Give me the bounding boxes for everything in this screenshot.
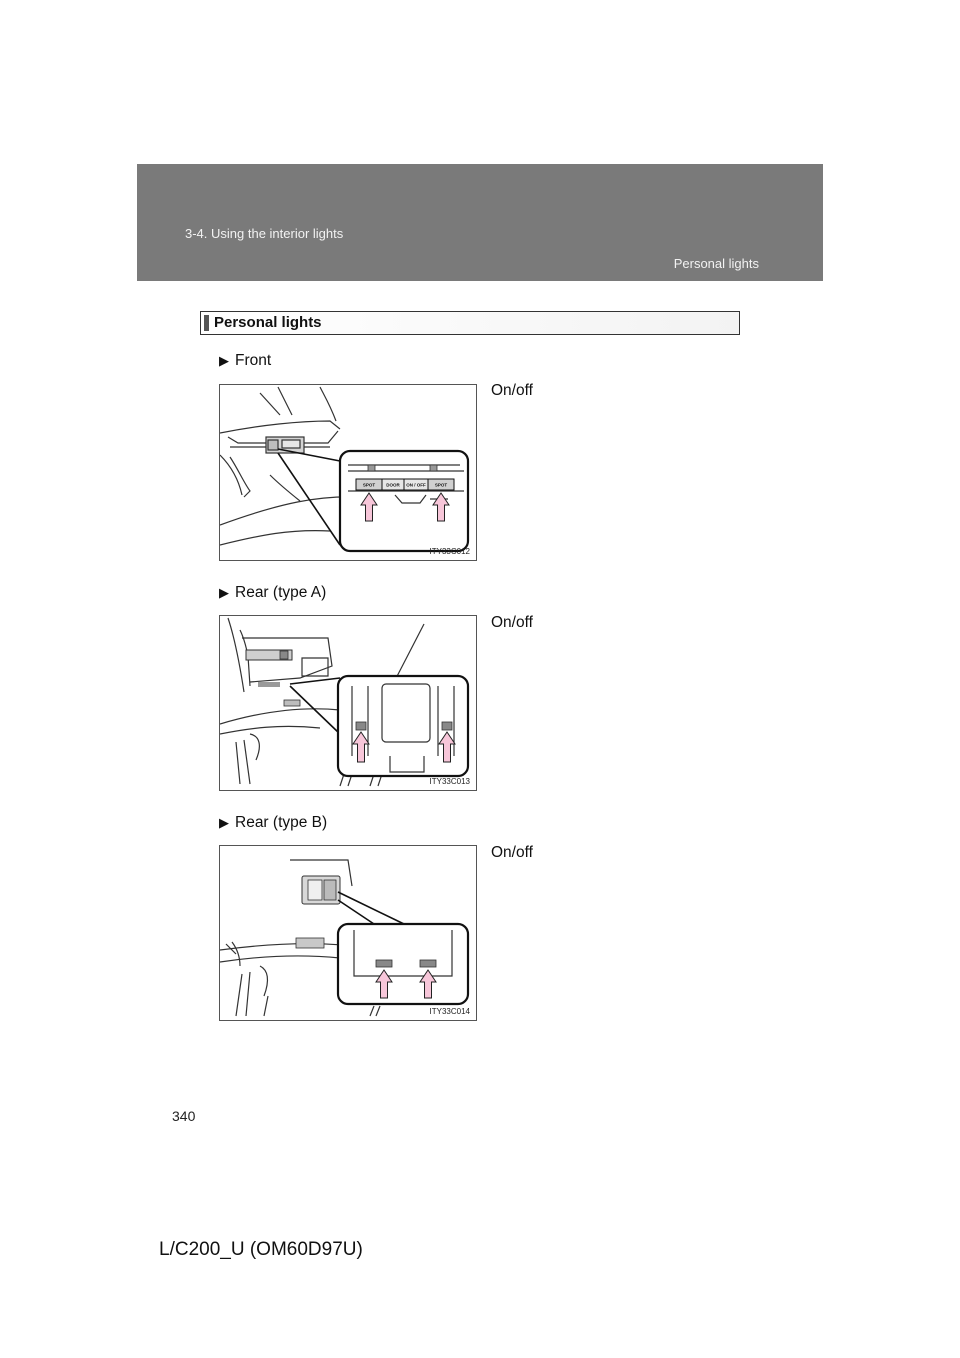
right-triangle-bullet-icon: ▶ (219, 815, 229, 830)
figure-code: ITY33C014 (429, 1007, 470, 1016)
rear-a-switch-left (356, 722, 366, 730)
header-title: Personal lights (673, 256, 759, 271)
front-overhead-console-illustration (220, 385, 476, 560)
switch-label-spot-left: SPOT (362, 482, 376, 488)
rear-b-switch-right (420, 960, 436, 967)
figure-rear-b-lights (219, 845, 477, 1021)
figure-code: ITY33C013 (429, 777, 470, 786)
switch-label-door: DOOR (386, 482, 400, 488)
rear-b-switch-left (376, 960, 392, 967)
rear-type-a-illustration (220, 616, 476, 790)
caption-front: On/off (491, 382, 533, 399)
item-heading-front (219, 352, 271, 370)
item-heading-label: Front (235, 352, 272, 369)
section-title-bar (200, 311, 740, 335)
switch-label-spot-right: SPOT (434, 482, 448, 488)
figure-rear-a-lights (219, 615, 477, 791)
switch-label-on-off: ON / OFF (406, 482, 426, 488)
section-path: 3-4. Using the interior lights (185, 226, 344, 241)
figure-code: ITY33C012 (429, 547, 470, 556)
manual-code: L/C200_U (OM60D97U) (159, 1239, 363, 1260)
page-header (137, 164, 823, 281)
item-heading-rear-b (219, 814, 327, 832)
right-triangle-bullet-icon: ▶ (219, 585, 229, 600)
page-number: 340 (172, 1108, 196, 1124)
spot-indicator-right-icon (430, 465, 437, 471)
caption-rear-b: On/off (491, 844, 533, 861)
right-triangle-bullet-icon: ▶ (219, 353, 229, 368)
section-bar-marker (204, 315, 209, 331)
item-heading-label: Rear (type B) (235, 814, 328, 831)
figure-front-lights (219, 384, 477, 561)
spot-indicator-left-icon (368, 465, 375, 471)
item-heading-label: Rear (type A) (235, 584, 327, 601)
rear-type-b-illustration (220, 846, 476, 1020)
section-title: Personal lights (214, 314, 322, 331)
rear-a-switch-right (442, 722, 452, 730)
caption-rear-a: On/off (491, 614, 533, 631)
item-heading-rear-a (219, 584, 326, 602)
